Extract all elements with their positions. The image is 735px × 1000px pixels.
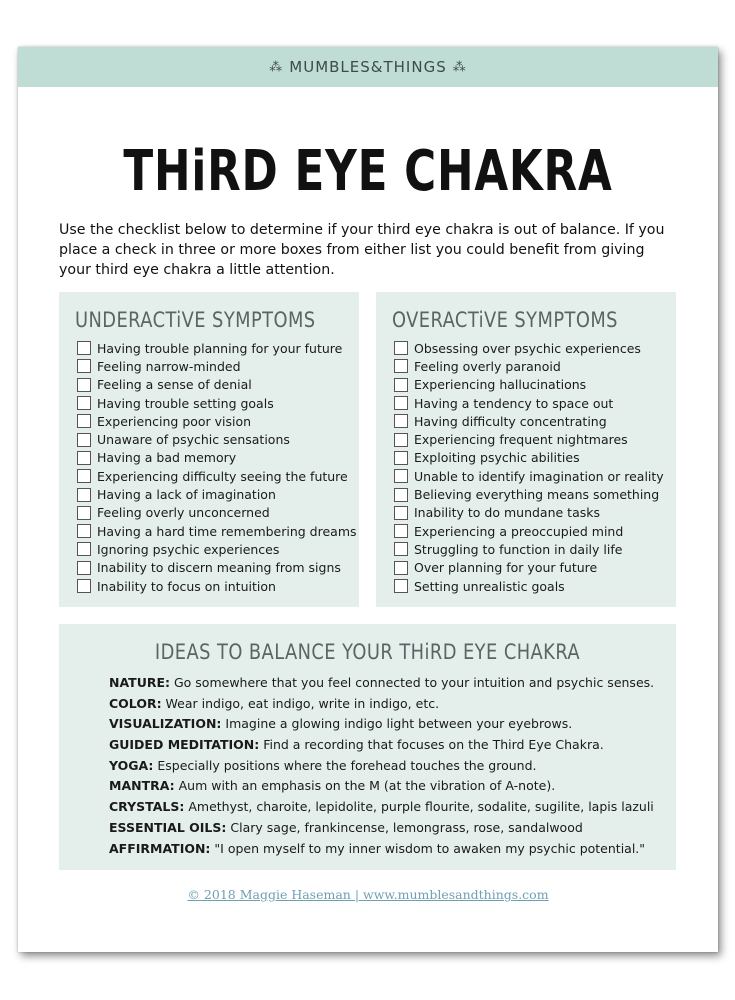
- idea-text: "I open myself to my inner wisdom to awaken my psychic potential.": [210, 840, 646, 856]
- idea-label: NATURE:: [109, 675, 171, 690]
- idea-text: Imagine a glowing indigo light between your eyebrows.: [221, 716, 573, 732]
- overactive-symptom-item: [394, 376, 664, 394]
- idea-item: [109, 758, 654, 779]
- overactive-symptom-item-label: Experiencing hallucinations: [414, 377, 587, 393]
- overactive-symptom-item-label: Having difficulty concentrating: [414, 413, 607, 429]
- idea-text: Clary sage, frankincense, lemongrass, rose, sandalwood: [226, 819, 583, 835]
- overactive-symptom-item-label: Exploiting psychic abilities: [414, 450, 580, 466]
- underactive-symptom-item-label: Unaware of psychic sensations: [97, 432, 290, 448]
- idea-label: GUIDED MEDITATION:: [109, 737, 260, 753]
- underactive-symptom-item: [77, 577, 357, 595]
- checkbox[interactable]: [77, 341, 91, 355]
- worksheet-page: [18, 47, 718, 952]
- overactive-symptom-item: [394, 449, 664, 467]
- checkbox[interactable]: [394, 542, 408, 556]
- underactive-symptom-item: [77, 357, 357, 375]
- checkbox[interactable]: [394, 359, 408, 373]
- underactive-symptom-item: [77, 339, 357, 357]
- overactive-symptom-item: [394, 412, 664, 430]
- checkbox[interactable]: [394, 451, 408, 465]
- idea-label: YOGA:: [109, 757, 154, 773]
- checkbox[interactable]: [394, 396, 408, 410]
- overactive-symptom-item-label: Struggling to function in daily life: [414, 541, 623, 557]
- idea-text: Wear indigo, eat indigo, write in indigo, etc.: [161, 695, 440, 711]
- checkbox[interactable]: [77, 378, 91, 392]
- footer-link[interactable]: © 2018 Maggie Haseman | www.mumblesandthings.com: [187, 887, 549, 902]
- idea-item: [109, 820, 654, 841]
- idea-item: [109, 799, 654, 820]
- idea-text: Amethyst, charoite, lepidolite, purple flourite, sodalite, sugilite, lapis lazuli: [184, 799, 654, 815]
- underactive-checklist: [77, 339, 357, 595]
- underactive-symptom-item: [77, 504, 357, 522]
- sparkle-left-icon: ⁂: [269, 59, 284, 75]
- underactive-symptom-item-label: Feeling overly unconcerned: [97, 505, 270, 521]
- overactive-symptom-item: [394, 467, 664, 485]
- sparkle-right-icon: ⁂: [452, 59, 467, 75]
- page-title: THiRD EYE CHAKRA: [123, 139, 613, 204]
- underactive-symptom-item: [77, 559, 357, 577]
- underactive-symptom-item: [77, 412, 357, 430]
- checkbox[interactable]: [394, 469, 408, 483]
- underactive-symptom-item-label: Having a hard time remembering dreams: [97, 523, 357, 539]
- intro-paragraph: Use the checklist below to determine if your third eye chakra is out of balance. If you place a check in three or more boxes from either list you could benefit from giving your third eye chakra a little attention.: [59, 222, 665, 278]
- overactive-symptom-item-label: Feeling overly paranoid: [414, 358, 561, 374]
- overactive-symptom-item-label: Obsessing over psychic experiences: [414, 340, 641, 356]
- underactive-heading: UNDERACTiVE SYMPTOMS: [75, 308, 316, 332]
- underactive-symptom-item: [77, 540, 357, 558]
- underactive-symptom-item-label: Feeling narrow-minded: [97, 358, 241, 374]
- checkbox[interactable]: [394, 414, 408, 428]
- idea-item: [109, 841, 654, 862]
- underactive-symptom-item-label: Experiencing difficulty seeing the future: [97, 468, 348, 484]
- underactive-symptom-item-label: Inability to focus on intuition: [97, 578, 276, 594]
- underactive-symptom-item: [77, 376, 357, 394]
- overactive-symptom-item-label: Unable to identify imagination or reality: [414, 468, 664, 484]
- checkbox[interactable]: [394, 579, 408, 593]
- idea-text: Go somewhere that you feel connected to your intuition and psychic senses.: [170, 675, 655, 690]
- idea-item: [109, 778, 654, 799]
- checkbox[interactable]: [394, 524, 408, 538]
- checkbox[interactable]: [77, 433, 91, 447]
- overactive-symptoms-box: [376, 292, 676, 607]
- checkbox[interactable]: [77, 542, 91, 556]
- underactive-symptom-item-label: Having trouble setting goals: [97, 395, 274, 411]
- overactive-symptom-item-label: Inability to do mundane tasks: [414, 505, 600, 521]
- overactive-symptom-item-label: Over planning for your future: [414, 560, 598, 576]
- underactive-symptom-item-label: Experiencing poor vision: [97, 413, 252, 429]
- overactive-symptom-item: [394, 357, 664, 375]
- idea-text: Especially positions where the forehead touches the ground.: [153, 757, 537, 773]
- brand-name: MUMBLES&THINGS: [289, 58, 447, 76]
- checkbox[interactable]: [394, 561, 408, 575]
- idea-text: Aum with an emphasis on the M (at the vibration of A-note).: [174, 778, 556, 794]
- checkbox[interactable]: [394, 433, 408, 447]
- idea-label: AFFIRMATION:: [109, 840, 211, 856]
- idea-label: CRYSTALS:: [109, 799, 185, 815]
- checkbox[interactable]: [77, 488, 91, 502]
- balance-ideas-box: [59, 624, 676, 870]
- checkbox[interactable]: [394, 341, 408, 355]
- checkbox[interactable]: [77, 451, 91, 465]
- checkbox[interactable]: [77, 524, 91, 538]
- idea-label: VISUALIZATION:: [109, 716, 222, 732]
- overactive-symptom-item: [394, 339, 664, 357]
- overactive-symptom-item: [394, 394, 664, 412]
- underactive-symptom-item-label: Inability to discern meaning from signs: [97, 560, 341, 576]
- overactive-symptom-item: [394, 577, 664, 595]
- underactive-symptom-item: [77, 449, 357, 467]
- checkbox[interactable]: [77, 414, 91, 428]
- overactive-symptom-item: [394, 540, 664, 558]
- brand-bar: [18, 47, 718, 87]
- underactive-symptom-item-label: Having a lack of imagination: [97, 487, 276, 503]
- underactive-symptom-item-label: Feeling a sense of denial: [97, 377, 252, 393]
- checkbox[interactable]: [394, 378, 408, 392]
- idea-label: ESSENTIAL OILS:: [109, 819, 227, 835]
- checkbox[interactable]: [77, 506, 91, 520]
- underactive-symptom-item-label: Having trouble planning for your future: [97, 340, 343, 356]
- overactive-symptom-item: [394, 485, 664, 503]
- idea-label: MANTRA:: [109, 778, 175, 794]
- checkbox[interactable]: [77, 469, 91, 483]
- overactive-symptom-item: [394, 559, 664, 577]
- underactive-symptom-item-label: Ignoring psychic experiences: [97, 541, 280, 557]
- checkbox[interactable]: [77, 359, 91, 373]
- checkbox[interactable]: [77, 561, 91, 575]
- underactive-symptoms-box: [59, 292, 359, 607]
- underactive-symptom-item: [77, 522, 357, 540]
- ideas-list: [109, 675, 654, 861]
- checkbox[interactable]: [77, 579, 91, 593]
- overactive-checklist: [394, 339, 664, 595]
- overactive-symptom-item-label: Believing everything means something: [414, 487, 660, 503]
- idea-item: [109, 675, 654, 696]
- underactive-symptom-item-label: Having a bad memory: [97, 450, 237, 466]
- overactive-symptom-item-label: Experiencing frequent nightmares: [414, 432, 628, 448]
- overactive-symptom-item: [394, 504, 664, 522]
- idea-item: [109, 716, 654, 737]
- idea-item: [109, 696, 654, 717]
- checkbox[interactable]: [77, 396, 91, 410]
- overactive-symptom-item-label: Setting unrealistic goals: [414, 578, 565, 594]
- idea-item: [109, 737, 654, 758]
- checkbox[interactable]: [394, 488, 408, 502]
- ideas-heading: IDEAS TO BALANCE YOUR THiRD EYE CHAKRA: [154, 640, 581, 664]
- checkbox[interactable]: [394, 506, 408, 520]
- idea-label: COLOR:: [109, 695, 162, 711]
- overactive-symptom-item: [394, 522, 664, 540]
- underactive-symptom-item: [77, 394, 357, 412]
- underactive-symptom-item: [77, 467, 357, 485]
- overactive-symptom-item-label: Experiencing a preoccupied mind: [414, 523, 624, 539]
- underactive-symptom-item: [77, 485, 357, 503]
- footer: [18, 887, 718, 902]
- idea-text: Find a recording that focuses on the Third Eye Chakra.: [259, 737, 604, 753]
- overactive-heading: OVERACTiVE SYMPTOMS: [392, 308, 618, 332]
- underactive-symptom-item: [77, 430, 357, 448]
- overactive-symptom-item: [394, 430, 664, 448]
- overactive-symptom-item-label: Having a tendency to space out: [414, 395, 614, 411]
